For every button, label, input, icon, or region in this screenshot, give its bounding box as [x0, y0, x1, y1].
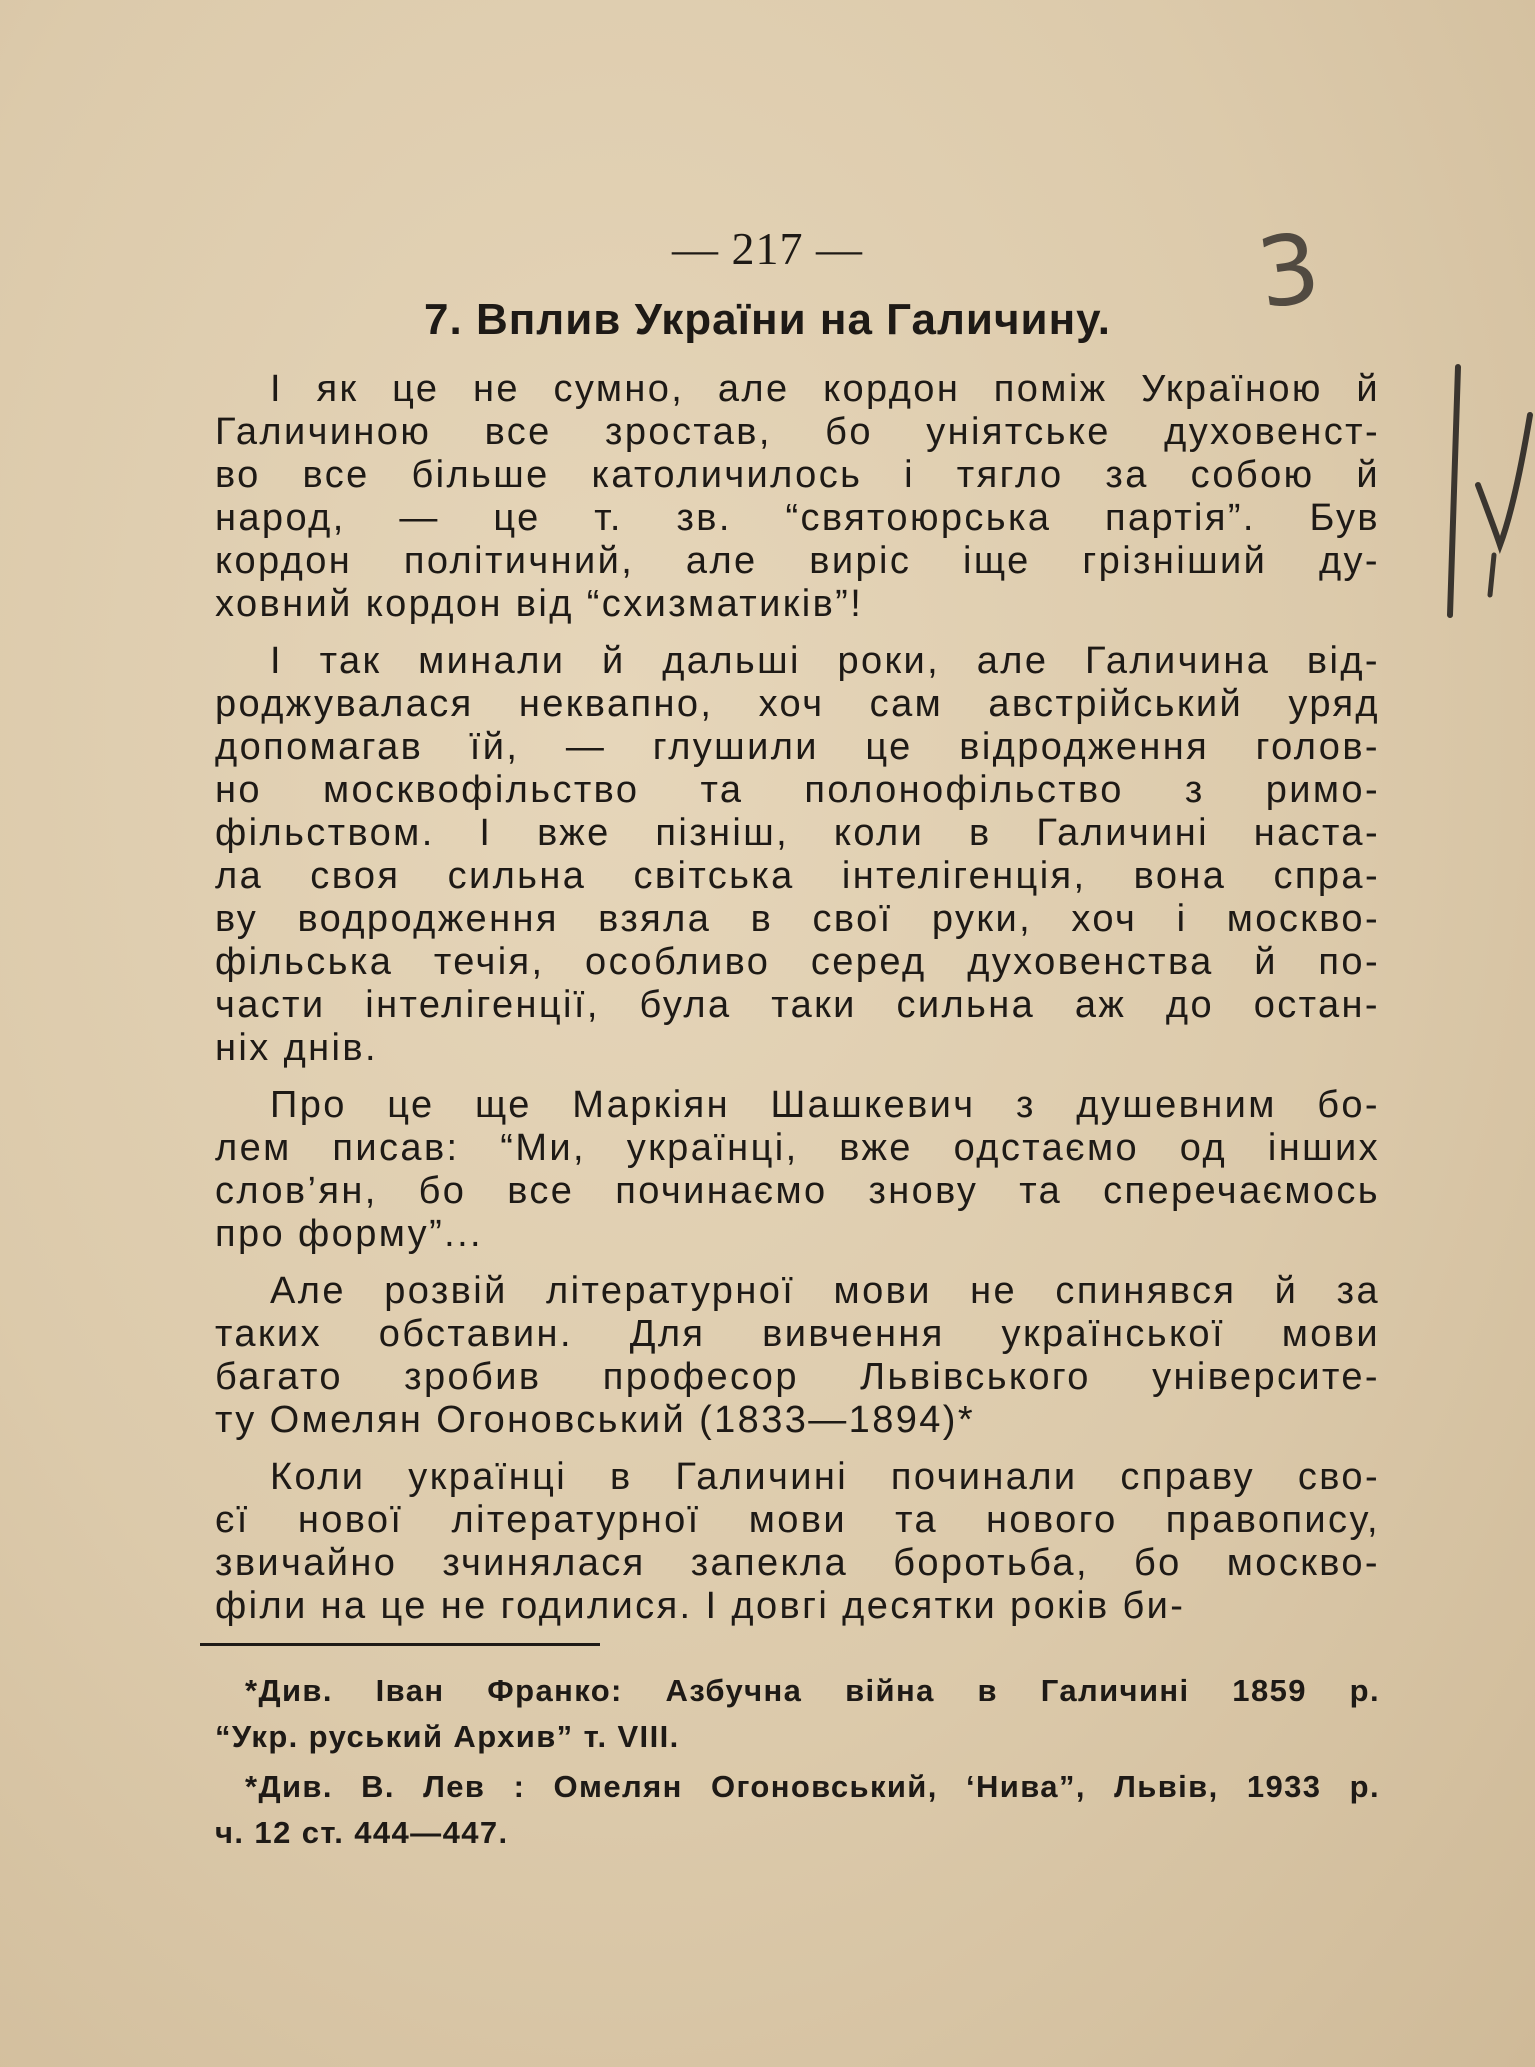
paragraph — [215, 640, 1380, 1070]
paragraph — [215, 1456, 1380, 1628]
text-line: ла своя сильна світська інтелігенція, вона спра- — [215, 855, 1380, 897]
footnotes — [215, 1668, 1380, 1860]
text-line: кордон політичний, але виріс іще грізніший ду- — [215, 540, 1380, 582]
text-line: народ, — це т. зв. “святоюрська партія”. Був — [215, 497, 1380, 539]
text-line: звичайно зчинялася запекла боротьба, бо москво- — [215, 1542, 1380, 1584]
page-number: — 217 — — [672, 223, 863, 274]
text-line: Про це ще Маркіян Шашкевич з душевним бо- — [270, 1084, 1380, 1126]
footnote-line: *Див. Іван Франко: Азбучна війна в Галичині 1859 р. — [245, 1673, 1380, 1708]
handwritten-three-mark: 3 — [1250, 211, 1327, 331]
footnote — [215, 1668, 1380, 1760]
text-line: філи на це не годилися. І довгі десятки років би- — [215, 1585, 1186, 1627]
text-line: но москвофільство та полонофільство з римо- — [215, 769, 1380, 811]
footnote-divider — [200, 1643, 600, 1646]
text-line: І як це не сумно, але кордон поміж Україною й — [270, 368, 1380, 410]
footnote — [215, 1764, 1380, 1856]
body-text — [215, 368, 1380, 1642]
handwritten-roman-numeral-mark — [1420, 355, 1535, 625]
footnote-line: ч. 12 ст. 444—447. — [215, 1815, 509, 1850]
text-line: Але розвій літературної мови не спинявся й за — [270, 1270, 1380, 1312]
text-line: єї нової літературної мови та нового правопису, — [215, 1499, 1380, 1541]
paragraph — [215, 1084, 1380, 1256]
text-line: фільська течія, особливо серед духовенства й по- — [215, 941, 1380, 983]
text-line: части інтелігенції, була таки сильна аж до остан- — [215, 984, 1380, 1026]
text-line: допомагав їй, — глушили це відродження голов- — [215, 726, 1380, 768]
section-heading: 7. Вплив України на Галичину. — [424, 295, 1111, 344]
text-line: Галичиною все зростав, бо уніятське духовенст- — [215, 411, 1380, 453]
text-line: слов’ян, бо все починаємо знову та сперечаємось — [215, 1170, 1380, 1212]
text-line: Коли українці в Галичині починали справу сво- — [270, 1456, 1380, 1498]
text-line: лем писав: “Ми, українці, вже одстаємо од інших — [215, 1127, 1380, 1169]
text-line: фільством. І вже пізніш, коли в Галичині наста- — [215, 812, 1380, 854]
text-line: таких обставин. Для вивчення української мови — [215, 1313, 1380, 1355]
text-line: ховний кордон від “схизматиків”! — [215, 583, 864, 625]
text-line: ту Омелян Огоновський (1833—1894)* — [215, 1399, 976, 1441]
text-line: ву водродження взяла в свої руки, хоч і москво- — [215, 898, 1380, 940]
text-line: ніх днів. — [215, 1027, 378, 1069]
text-line: І так минали й дальші роки, але Галичина від- — [270, 640, 1380, 682]
paragraph — [215, 368, 1380, 626]
paragraph — [215, 1270, 1380, 1442]
text-line: багато зробив професор Львівського університе- — [215, 1356, 1380, 1398]
text-line: роджувалася неквапно, хоч сам австрійський уряд — [215, 683, 1380, 725]
text-line: во все більше католичилось і тягло за собою й — [215, 454, 1380, 496]
footnote-line: “Укр. руський Архив” т. VIII. — [215, 1719, 680, 1754]
footnote-line: *Див. В. Лев : Омелян Огоновський, ‘Нива”, Львів, 1933 р. — [245, 1769, 1380, 1804]
text-line: про форму”... — [215, 1213, 484, 1255]
